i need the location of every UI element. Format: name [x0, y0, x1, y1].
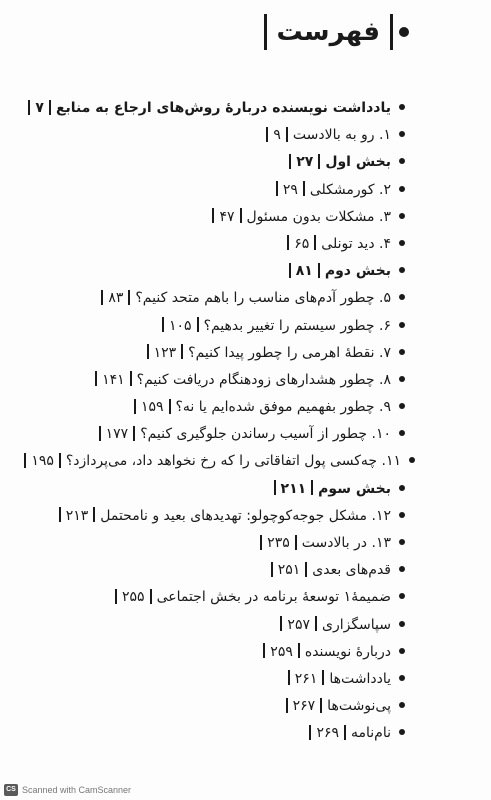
toc-entry-title: بخش دوم — [324, 263, 391, 280]
bullet-icon — [399, 322, 405, 328]
page-separator — [318, 154, 320, 169]
toc-page-number: ۱۴۱ — [102, 371, 125, 388]
toc-page-number: ۱۷۷ — [105, 426, 129, 443]
toc-page-number: ۱۲۳ — [153, 344, 177, 361]
page-separator — [263, 643, 265, 658]
page-separator — [150, 589, 152, 604]
page-separator — [99, 426, 101, 441]
bullet-icon — [399, 104, 405, 110]
page-separator — [289, 263, 291, 278]
page-separator — [289, 154, 291, 169]
toc-entry — [85, 341, 405, 368]
toc-entry — [85, 395, 405, 422]
bullet-icon — [399, 702, 405, 708]
toc-page-number: ۲۶۹ — [316, 725, 339, 742]
toc-entry — [85, 422, 405, 449]
toc-entry — [85, 613, 405, 640]
page-separator — [274, 480, 276, 495]
title-bar-left — [264, 14, 267, 50]
page-separator — [286, 127, 288, 142]
toc-page-number: ۲۹ — [282, 181, 298, 198]
toc-entry — [85, 667, 405, 694]
bullet-icon — [399, 539, 405, 545]
toc-page-number: ۱۰۵ — [169, 317, 192, 334]
page-separator — [344, 725, 346, 740]
page-separator — [212, 208, 214, 223]
toc-entry — [85, 531, 405, 558]
page-separator — [288, 670, 290, 685]
page-separator — [303, 181, 305, 196]
toc-section-entry — [85, 259, 405, 286]
toc-page-number: ۲۵۵ — [122, 589, 145, 606]
toc-entry — [85, 205, 405, 232]
toc-title — [264, 14, 409, 50]
toc-entry-title: ۴. دید تونلی — [321, 235, 391, 252]
bullet-icon — [399, 240, 405, 246]
scanner-watermark — [4, 784, 131, 796]
toc-section-entry — [85, 477, 405, 504]
toc-page-number: ۲۵۱ — [277, 562, 301, 579]
page-separator — [130, 371, 132, 386]
toc-page-number: ۲۷ — [296, 154, 314, 171]
title-bullet — [399, 27, 409, 37]
page-separator — [305, 562, 307, 577]
bullet-icon — [409, 457, 415, 463]
toc-entry-title: ۶. چطور سیستم را تغییر بدهیم؟ — [203, 317, 391, 334]
toc-page-number: ۶۵ — [294, 235, 310, 252]
toc-entry — [65, 504, 405, 531]
bullet-icon — [399, 376, 405, 382]
page-separator — [28, 100, 30, 115]
page-separator — [298, 643, 300, 658]
page-separator — [147, 344, 149, 359]
toc-page-number: ۴۷ — [219, 208, 235, 225]
page-separator — [24, 453, 26, 468]
page-separator — [311, 480, 313, 495]
bullet-icon — [399, 267, 405, 273]
toc-entry-title: ۸. چطور هشدارهای زودهنگام دریافت کنیم؟ — [136, 371, 391, 388]
page-separator — [93, 507, 95, 522]
table-of-contents — [31, 96, 405, 749]
page-separator — [240, 208, 242, 223]
page-separator — [169, 399, 171, 414]
toc-entry — [31, 449, 415, 476]
toc-page-number: ۱۹۵ — [31, 453, 54, 470]
page-separator — [287, 235, 289, 250]
toc-entry — [85, 694, 405, 721]
toc-entry-title: ۱۰. چطور از آسیب رساندن جلوگیری کنیم؟ — [140, 426, 391, 443]
page-separator — [133, 426, 135, 441]
toc-entry — [85, 123, 405, 150]
toc-page-number: ۲۵۷ — [287, 616, 310, 633]
page-separator — [128, 290, 130, 305]
toc-page-number: ۲۶۷ — [292, 698, 316, 715]
bullet-icon — [399, 593, 405, 599]
bullet-icon — [399, 131, 405, 137]
page-title: فهرست — [276, 17, 380, 47]
page-separator — [260, 535, 262, 550]
toc-entry — [85, 585, 405, 612]
toc-entry-title: ۲. کورمشکلی — [309, 181, 391, 198]
bullet-icon — [399, 403, 405, 409]
bullet-icon — [399, 158, 405, 164]
toc-entry-title: یادداشت نویسنده دربارهٔ روش‌های ارجاع به منابع — [55, 100, 391, 116]
page-separator — [266, 127, 268, 142]
toc-entry — [85, 232, 405, 259]
bullet-icon — [399, 729, 405, 735]
toc-entry-title: بخش اول — [325, 154, 391, 171]
page-separator — [318, 263, 320, 278]
toc-page-number: ۸۱ — [295, 263, 313, 280]
page-separator — [309, 725, 311, 740]
page-separator — [315, 616, 317, 631]
scanner-label: Scanned with CamScanner — [22, 785, 132, 795]
toc-page-number: ۲۱۳ — [65, 507, 89, 524]
toc-entry-title: نام‌نامه — [351, 725, 391, 742]
bullet-icon — [399, 621, 405, 627]
bullet-icon — [399, 213, 405, 219]
toc-page-number: ۲۶۱ — [294, 670, 318, 687]
toc-entry — [85, 640, 405, 667]
bullet-icon — [399, 186, 405, 192]
toc-page-number: ۱۵۹ — [140, 399, 164, 416]
toc-page-number: ۲۵۹ — [270, 643, 293, 660]
page-separator — [197, 317, 199, 332]
page-separator — [286, 698, 288, 713]
toc-page-number: ۲۱۱ — [280, 480, 307, 497]
toc-entry — [85, 178, 405, 205]
page-separator — [181, 344, 183, 359]
toc-section-entry — [35, 96, 405, 123]
toc-entry-title: ۱۳. در بالادست — [301, 535, 391, 551]
page-separator — [59, 453, 61, 468]
toc-entry-title: پی‌نوشت‌ها — [327, 698, 391, 715]
page-separator — [295, 535, 297, 550]
bullet-icon — [399, 675, 405, 681]
toc-entry-title: دربارهٔ نویسنده — [304, 643, 391, 660]
bullet-icon — [399, 294, 405, 300]
page-separator — [101, 290, 103, 305]
page-separator — [322, 670, 324, 685]
page-separator — [115, 589, 117, 604]
page-separator — [320, 698, 322, 713]
toc-entry-title: ۳. مشکلات بدون مسئول — [246, 208, 391, 225]
toc-entry-title: ۵. چطور آدم‌های مناسب را باهم متحد کنیم؟ — [135, 290, 391, 307]
toc-entry — [85, 314, 405, 341]
bullet-icon — [399, 512, 405, 518]
bullet-icon — [399, 485, 405, 491]
bullet-icon — [399, 566, 405, 572]
title-bar-right — [390, 14, 393, 50]
bullet-icon — [399, 430, 405, 436]
toc-entry — [85, 286, 405, 313]
bullet-icon — [399, 648, 405, 654]
page-separator — [59, 507, 61, 522]
toc-entry-title: قدم‌های بعدی — [312, 562, 391, 579]
toc-entry-title: ۷. نقطهٔ اهرمی را چطور پیدا کنیم؟ — [188, 344, 391, 361]
page-separator — [49, 100, 51, 115]
toc-entry-title: ۱۱. چه‌کسی پول اتفاقاتی را که رخ نخواهد داد، می‌پردازد؟ — [65, 453, 401, 470]
toc-entry-title: یادداشت‌ها — [329, 670, 391, 687]
toc-entry — [85, 368, 405, 395]
page-separator — [280, 616, 282, 631]
toc-entry-title: ۱. رو به بالادست — [292, 127, 391, 144]
bullet-icon — [399, 349, 405, 355]
page-separator — [314, 235, 316, 250]
camscanner-logo: CS — [4, 784, 18, 796]
toc-entry-title: ۱۲. مشکل جوجه‌کوچولو: تهدیدهای بعید و نامحتمل — [100, 507, 391, 524]
toc-page-number: ۹ — [273, 127, 281, 144]
toc-entry — [85, 721, 405, 748]
toc-page-number: ۷ — [35, 100, 44, 116]
toc-page-number: ۲۳۵ — [267, 535, 290, 551]
toc-entry-title: بخش سوم — [318, 480, 391, 497]
toc-section-entry — [85, 150, 405, 177]
toc-entry-title: سپاسگزاری — [321, 616, 391, 633]
page-separator — [162, 317, 164, 332]
toc-page-number: ۸۳ — [108, 290, 124, 307]
page-separator — [95, 371, 97, 386]
toc-entry — [85, 558, 405, 585]
page-separator — [271, 562, 273, 577]
toc-entry-title: ۹. چطور بفهمیم موفق شده‌ایم یا نه؟ — [175, 399, 391, 416]
toc-entry-title: ضمیمهٔ۱ توسعهٔ برنامه در بخش اجتماعی — [156, 589, 391, 606]
page-separator — [276, 181, 278, 196]
page-separator — [134, 399, 136, 414]
